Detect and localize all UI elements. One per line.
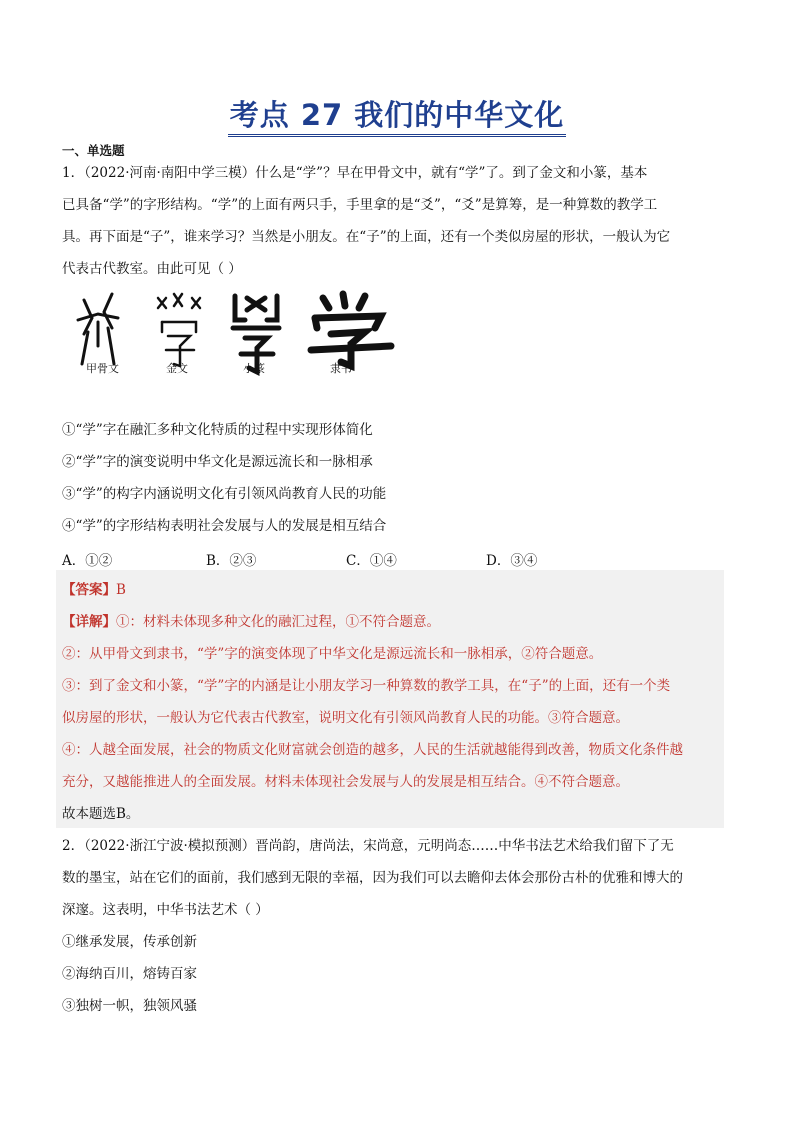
- q1-detail-line: 充分，又越能推进人的全面发展。材料未体现社会发展与人的发展是相互结合。④不符合题意。: [62, 774, 629, 790]
- q1-conclusion: 故本题选B。: [62, 806, 140, 822]
- q1-detail-line: ④：人越全面发展，社会的物质文化财富就会创造的越多，人民的生活就越能得到改善，物质文化条件越: [62, 742, 683, 758]
- glyph-label-clerical: 隶书: [330, 362, 352, 375]
- q1-stem-line: 具。再下面是“子”，谁来学习？当然是小朋友。在“子”的上面，还有一个类似房屋的形状，一般认为它: [62, 229, 671, 245]
- q1-statement: ③“学”的构字内涵说明文化有引领风尚教育人民的功能: [62, 486, 387, 502]
- page-title: 考点 27 我们的中华文化: [0, 96, 794, 137]
- answer-tag: 【答案】: [62, 582, 116, 598]
- q2-statement: ②海纳百川，熔铸百家: [62, 966, 197, 982]
- q1-detail-line: 似房屋的形状，一般认为它代表古代教室，说明文化有引领风尚教育人民的功能。③符合题意。: [62, 710, 629, 726]
- section-heading: 一、单选题: [62, 143, 125, 158]
- q2-stem-line: 深邃。这表明，中华书法艺术（ ）: [62, 902, 269, 918]
- oracle-bone-glyph: [78, 294, 118, 364]
- q2-statement: ③独树一帜，独领风骚: [62, 998, 197, 1014]
- answer-value: B: [116, 582, 126, 598]
- q1-answer-line: [62, 580, 730, 600]
- xue-character-evolution-figure: [62, 284, 422, 394]
- detail-tag: 【详解】: [62, 614, 116, 630]
- glyph-label-small-seal: 小篆: [243, 362, 265, 375]
- q1-option-a: A．①②: [62, 553, 113, 569]
- glyph-label-bronze: 金文: [166, 362, 188, 375]
- q2-stem-line: 2．（2022·浙江宁波·模拟预测）晋尚韵，唐尚法，宋尚意，元明尚态……中华书法艺术给我们留下了无: [62, 838, 674, 854]
- q1-detail-line: ②：从甲骨文到隶书，“学”字的演变体现了中华文化是源远流长和一脉相承，②符合题意。: [62, 646, 603, 662]
- q1-option-b: B．②③: [206, 553, 257, 569]
- q1-option-d: D．③④: [486, 553, 538, 569]
- clerical-glyph: [311, 294, 391, 366]
- q1-stem-line: 1．（2022·河南·南阳中学三模）什么是“学”？早在甲骨文中，就有“学”了。到了金文和小篆，基本: [62, 165, 648, 181]
- q1-detail-line: [62, 612, 730, 632]
- q1-option-c: C．①④: [346, 553, 397, 569]
- q2-statement: ①继承发展，传承创新: [62, 934, 197, 950]
- q1-statement: ②“学”字的演变说明中华文化是源远流长和一脉相承: [62, 454, 373, 470]
- q1-stem-line: 已具备“学”的字形结构。“学”的上面有两只手，手里拿的是“爻”，“爻”是算筹，是一种算数的教学工: [62, 197, 658, 213]
- q1-statement: ①“学”字在融汇多种文化特质的过程中实现形体简化: [62, 422, 373, 438]
- bronze-glyph: [158, 294, 200, 366]
- glyph-label-oracle-bone: 甲骨文: [86, 362, 119, 375]
- q1-statement: ④“学”的字形结构表明社会发展与人的发展是相互结合: [62, 518, 387, 534]
- detail-text: ①：材料未体现多种文化的融汇过程，①不符合题意。: [116, 614, 440, 630]
- q1-stem-line: 代表古代教室。由此可见（ ）: [62, 261, 242, 277]
- q2-stem-line: 数的墨宝，站在它们的面前，我们感到无限的幸福，因为我们可以去瞻仰去体会那份古朴的优雅和博大的: [62, 870, 683, 886]
- q1-detail-line: ③：到了金文和小篆，“学”字的内涵是让小朋友学习一种算数的教学工具，在“子”的上面，还有一个类: [62, 678, 671, 694]
